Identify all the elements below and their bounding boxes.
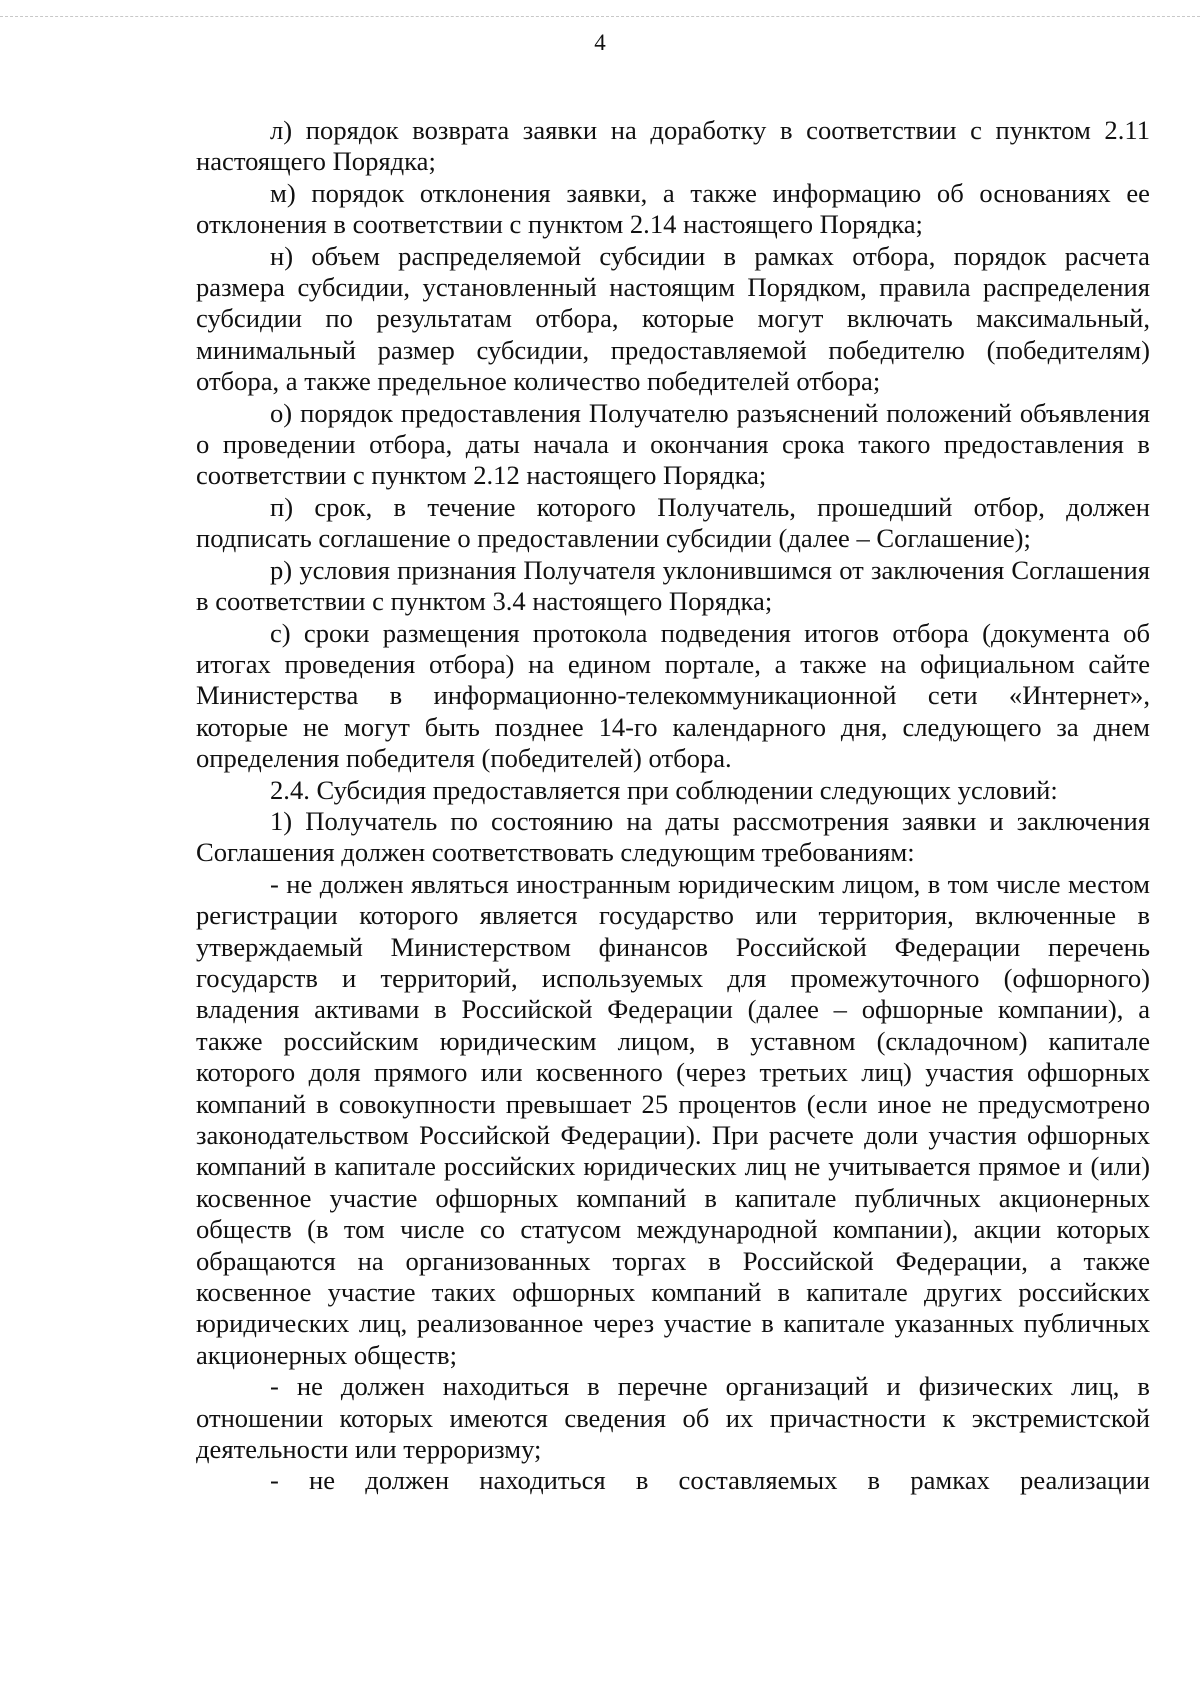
paragraph-l-return-procedure: л) порядок возврата заявки на доработку в соответствии с пунктом 2.11 настоящего Порядка;: [196, 115, 1150, 177]
paragraph-n-subsidy-volume: н) объем распределяемой субсидии в рамках отбора, порядок расчета размера субсидии, установленный настоящим Порядком, правила распределения субсидии по результатам отбора, которые могут включать максимальный, минимальный размер субсидии, предоставляемой победителю (победителям) отбора, а также предельное количество победителей отбора;: [196, 240, 1150, 397]
paragraph-s-protocol-publication: с) сроки размещения протокола подведения итогов отбора (документа об итогах проведения отбора) на едином портале, а также на официальном сайте Министерства в информационно-телекоммуникационной сети «Интернет», которые не могут быть позднее 14-го календарного дня, следующего за днем определения победителя (победителей) отбора.: [196, 617, 1150, 774]
page-number: 4: [594, 30, 606, 55]
paragraph-r-evasion-conditions: р) условия признания Получателя уклонившимся от заключения Соглашения в соответствии с пунктом 3.4 настоящего Порядка;: [196, 554, 1150, 617]
paragraph-p-agreement-term: п) срок, в течение которого Получатель, прошедший отбор, должен подписать соглашение о предоставлении субсидии (далее – Соглашение);: [196, 491, 1150, 554]
paragraph-lists-requirement: - не должен находиться в составляемых в рамках реализации: [270, 1465, 1150, 1496]
scan-edge-line: [0, 16, 1200, 19]
paragraph-extremism-requirement: - не должен находиться в перечне организаций и физических лиц, в отношении которых имеются сведения об их причастности к экстремистской деятельности или терроризму;: [196, 1371, 1150, 1465]
paragraph-m-rejection-procedure: м) порядок отклонения заявки, а также информацию об основаниях ее отклонения в соответствии с пунктом 2.14 настоящего Порядка;: [196, 177, 1150, 240]
paragraph-o-clarifications: о) порядок предоставления Получателю разъяснений положений объявления о проведении отбора, даты начала и окончания срока такого предоставления в соответствии с пунктом 2.12 настоящего Порядка;: [196, 397, 1150, 491]
paragraph-2-4-conditions: 2.4. Субсидия предоставляется при соблюдении следующих условий:: [270, 774, 1058, 805]
paragraph-1-recipient-requirements: 1) Получатель по состоянию на даты рассмотрения заявки и заключения Соглашения должен соответствовать следующим требованиям:: [196, 805, 1150, 868]
document-body: [196, 115, 1150, 1497]
paragraph-offshore-requirement: - не должен являться иностранным юридическим лицом, в том числе местом регистрации которого является государство или территория, включенные в утверждаемый Министерством финансов Российской Федерации перечень государств и территорий, используемых для промежуточного (офшорного) владения активами в Российской Федерации (далее – офшорные компании), а также российским юридическим лицом, в уставном (складочном) капитале которого доля прямого или косвенного (через третьих лиц) участия офшорных компаний в совокупности превышает 25 процентов (если иное не предусмотрено законодательством Российской Федерации). При расчете доли участия офшорных компаний в капитале российских юридических лиц не учитывается прямое и (или) косвенное участие офшорных компаний в капитале публичных акционерных обществ (в том числе со статусом международной компании), акции которых обращаются на организованных торгах в Российской Федерации, а также косвенное участие таких офшорных компаний в капитале других российских юридических лиц, реализованное через участие в капитале указанных публичных акционерных обществ;: [196, 868, 1150, 1370]
